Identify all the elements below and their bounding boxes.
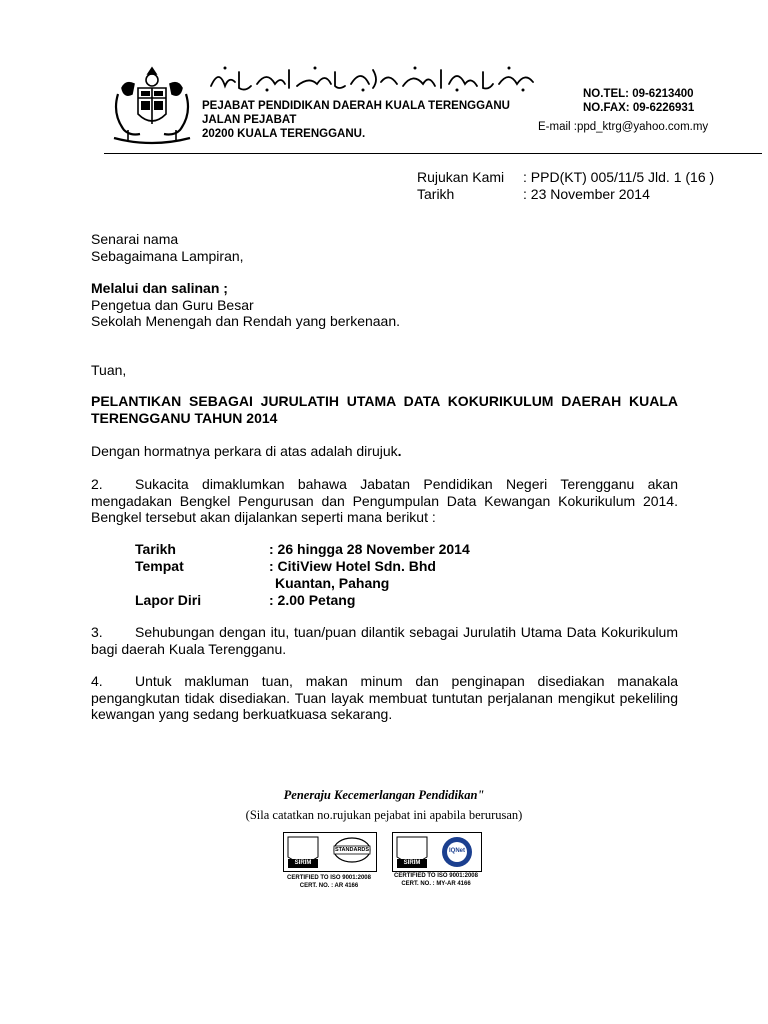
via-line-2: Sekolah Menengah dan Rendah yang berkenaan.	[91, 313, 401, 329]
salutation: Tuan,	[91, 362, 127, 378]
sirim-label: SIRIM	[294, 860, 312, 866]
office-tel: NO.TEL: 09-6213400	[583, 88, 694, 100]
via-line-1: Pengetua dan Guru Besar	[91, 296, 254, 313]
paragraph-4	[91, 673, 678, 723]
office-fax: NO.FAX: 09-6226931	[583, 102, 695, 114]
via-heading: Melalui dan salinan ;	[91, 280, 228, 296]
sirim-iqnet-logo	[392, 832, 482, 872]
sirim-label-2: SIRIM	[403, 860, 421, 866]
opening-period: .	[397, 443, 402, 459]
jawi-script-heading	[205, 62, 545, 94]
date-label: Tarikh	[417, 186, 455, 202]
reference-label: Rujukan Kami	[417, 169, 505, 185]
paragraph-4-text: Untuk makluman tuan, makan minum dan penginapan disediakan manakala pengangkutan tidak disediakan. Tuan layak membuat tuntutan perjalanan mengikut pekeliling kewangan yang sedang berkuatkuasa sekarang.	[91, 673, 678, 722]
event-date-value: : 26 hingga 28 November 2014	[269, 541, 470, 557]
office-name: PEJABAT PENDIDIKAN DAERAH KUALA TERENGGANU	[202, 100, 510, 112]
paragraph-2	[91, 476, 678, 526]
certification-2-number: CERT. NO. : MY-AR 4166	[401, 881, 471, 887]
paragraph-2-number: 2.	[91, 476, 103, 492]
event-details	[135, 541, 470, 609]
event-venue-value: : CitiView Hotel Sdn. Bhd	[269, 558, 436, 574]
reference-block	[417, 169, 714, 203]
event-venue-value-2: Kuantan, Pahang	[275, 575, 390, 591]
opening-text: Dengan hormatnya perkara di atas adalah dirujuk	[91, 443, 398, 459]
certification-2-text	[378, 872, 494, 888]
letter-subject: PELANTIKAN SEBAGAI JURULATIH UTAMA DATA KOKURIKULUM DAERAH KUALA TERENGGANU TAHUN 2014	[91, 393, 678, 426]
office-email: E-mail :ppd_ktrg@yahoo.com.my	[538, 121, 709, 133]
sirim-standards-logo	[283, 832, 377, 872]
paragraph-2-text: Sukacita dimaklumkan bahawa Jabatan Pendidikan Negeri Terengganu akan mengadakan Bengkel Pengurusan dan Pengumpulan Data Kewangan Kokurikulum 2014. Bengkel tersebut akan dijalankan seperti mana berikut :	[91, 476, 678, 525]
recipient-line-2: Sebagaimana Lampiran,	[91, 247, 244, 264]
paragraph-4-number: 4.	[91, 673, 103, 689]
header-divider	[104, 153, 762, 154]
via-block	[91, 280, 678, 330]
iqnet-label: IQNet	[448, 848, 465, 854]
letter-date: : 23 November 2014	[523, 186, 650, 202]
office-street: JALAN PEJABAT	[202, 114, 297, 126]
standards-label: STANDARDS	[334, 847, 370, 853]
certification-1-text	[273, 874, 385, 890]
certification-1-standard: CERTIFIED TO ISO 9001:2008	[287, 875, 371, 881]
event-date-label: Tarikh	[135, 541, 176, 557]
motto: Peneraju Kecemerlangan Pendidikan"	[283, 788, 485, 802]
report-time-value: : 2.00 Petang	[269, 592, 356, 608]
paragraph-3-number: 3.	[91, 624, 103, 640]
reference-number: : PPD(KT) 005/11/5 Jld. 1 (16 )	[523, 169, 715, 185]
paragraph-3	[91, 624, 678, 657]
recipient-line-1: Senarai nama	[91, 231, 179, 247]
office-address	[202, 99, 510, 141]
recipient-block	[91, 231, 678, 264]
certification-1-number: CERT. NO. : AR 4166	[299, 883, 359, 889]
report-time-label: Lapor Diri	[135, 592, 202, 608]
paragraph-3-text: Sehubungan dengan itu, tuan/puan dilantik sebagai Jurulatih Utama Data Kokurikulum bagi daerah Kuala Terengganu.	[91, 624, 678, 657]
office-contact	[583, 87, 694, 115]
certification-2-standard: CERTIFIED TO ISO 9001:2008	[394, 873, 478, 879]
office-postcode-city: 20200 KUALA TERENGGANU.	[202, 128, 366, 140]
reference-note: (Sila catatkan no.rujukan pejabat ini apabila berurusan)	[245, 808, 523, 822]
event-venue-label: Tempat	[135, 558, 184, 574]
opening-line	[91, 443, 678, 460]
coat-of-arms-logo	[108, 64, 196, 150]
